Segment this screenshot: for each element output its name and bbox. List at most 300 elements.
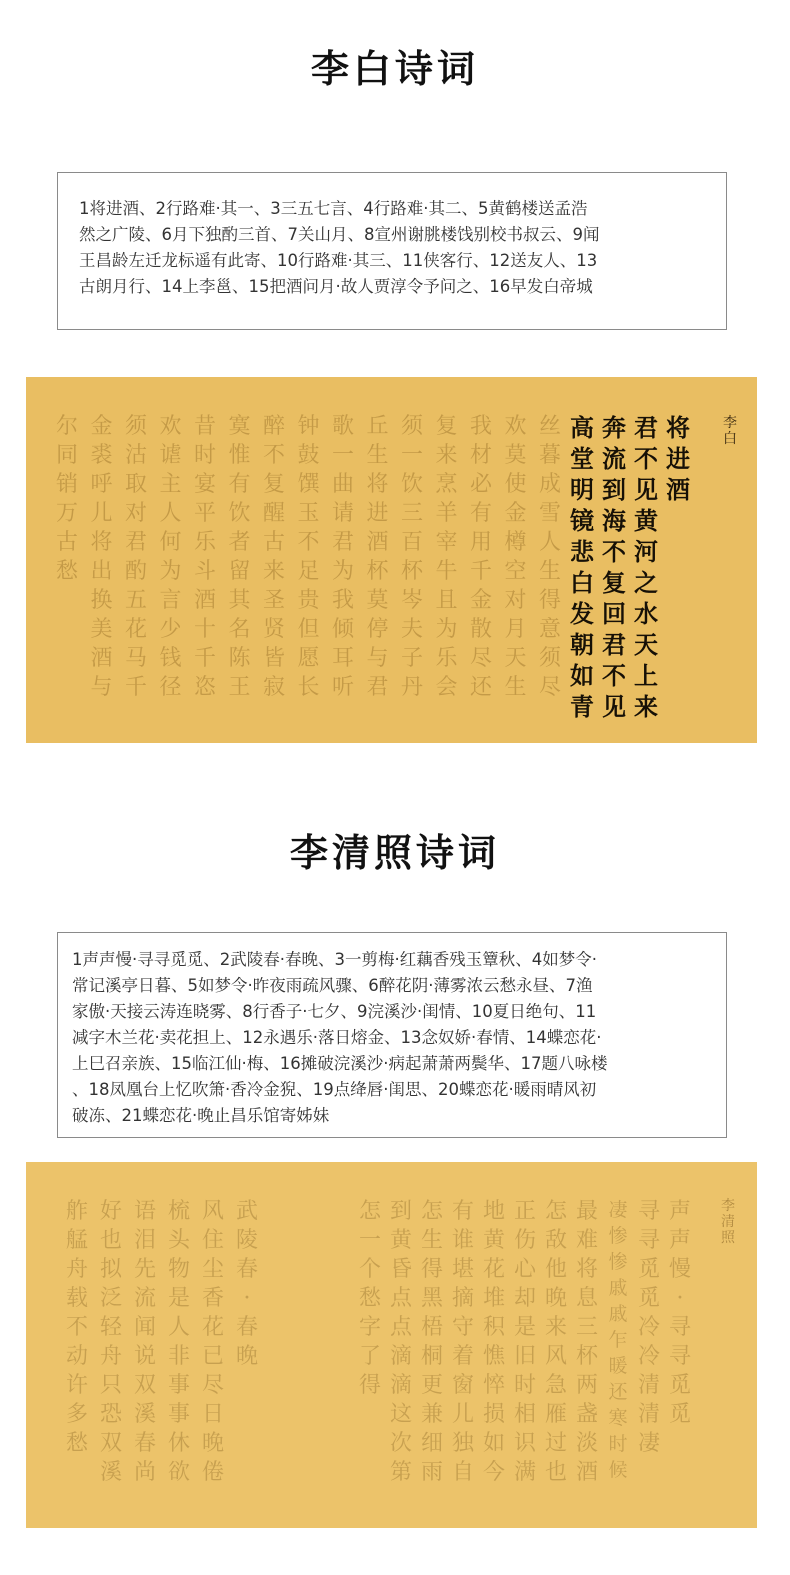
calligraphy-char: 轻 — [99, 1315, 122, 1340]
calligraphy-char: 君 — [331, 530, 354, 555]
calligraphy-char: 却 — [513, 1286, 536, 1311]
calligraphy-char: 舟 — [65, 1257, 88, 1282]
calligraphy-char: 寒 — [608, 1407, 628, 1429]
calligraphy-char: 怎 — [544, 1199, 567, 1224]
calligraphy-char: 玉 — [297, 501, 320, 526]
calligraphy-char: 且 — [435, 588, 458, 613]
calligraphy-char: 慢 — [668, 1257, 691, 1282]
calligraphy-char: 风 — [544, 1344, 567, 1369]
calligraphy-char: 恐 — [99, 1402, 122, 1427]
calligraphy-char: 耳 — [331, 646, 354, 671]
calligraphy-char: 泪 — [133, 1228, 156, 1253]
calligraphy-char: 流 — [602, 444, 626, 473]
calligraphy-char: 动 — [65, 1344, 88, 1369]
li-qingzhao-poem-list — [57, 932, 727, 1138]
calligraphy-char: 儿 — [451, 1402, 474, 1427]
calligraphy-char: 愁 — [55, 559, 78, 584]
calligraphy-char: 乐 — [193, 530, 216, 555]
calligraphy-column — [190, 412, 220, 702]
calligraphy-char: 见 — [602, 692, 626, 721]
calligraphy-char: 材 — [469, 443, 492, 468]
calligraphy-char: 但 — [297, 617, 320, 642]
calligraphy-column — [121, 412, 151, 702]
calligraphy-char: 凄 — [608, 1199, 628, 1221]
calligraphy-char: 堂 — [570, 444, 594, 473]
calligraphy-char: 事 — [167, 1402, 190, 1427]
calligraphy-char: 回 — [602, 599, 626, 628]
calligraphy-char: 觅 — [637, 1257, 660, 1282]
calligraphy-char: 换 — [90, 588, 113, 613]
calligraphy-char: 不 — [262, 443, 285, 468]
calligraphy-char: 镜 — [570, 506, 594, 535]
calligraphy-char: 君 — [602, 630, 626, 659]
calligraphy-char: 杯 — [575, 1344, 598, 1369]
calligraphy-char: 美 — [90, 617, 113, 642]
calligraphy-char: 长 — [297, 675, 320, 700]
calligraphy-char: 悴 — [482, 1373, 505, 1398]
calligraphy-char: 梧 — [420, 1315, 443, 1340]
scroll-author-signature — [723, 415, 737, 447]
calligraphy-char: 相 — [513, 1402, 536, 1427]
calligraphy-char: 丝 — [538, 414, 561, 439]
calligraphy-char: 寂 — [262, 675, 285, 700]
calligraphy-char: 将 — [90, 530, 113, 555]
calligraphy-column — [432, 412, 462, 702]
calligraphy-char: 来 — [435, 443, 458, 468]
calligraphy-char: 悲 — [570, 537, 594, 566]
calligraphy-char: 醒 — [262, 501, 285, 526]
calligraphy-char: 尽 — [469, 646, 492, 671]
calligraphy-char: 寻 — [637, 1228, 660, 1253]
list-line: 上巳召亲族、15临江仙·梅、16摊破浣溪沙·病起萧萧两鬓华、17题八咏楼 — [72, 1054, 608, 1073]
calligraphy-char: 谁 — [451, 1228, 474, 1253]
calligraphy-column — [665, 1197, 695, 1429]
calligraphy-char: 百 — [400, 530, 423, 555]
calligraphy-char: 如 — [570, 661, 594, 690]
calligraphy-char: 已 — [201, 1344, 224, 1369]
list-line: 然之广陵、6月下独酌三首、7关山月、8宣州谢朓楼饯别校书叔云、9闻 — [79, 225, 600, 244]
calligraphy-char: 生 — [538, 559, 561, 584]
calligraphy-char: 来 — [634, 692, 658, 721]
calligraphy-column — [663, 412, 693, 505]
calligraphy-char: 酒 — [575, 1460, 598, 1485]
calligraphy-column — [96, 1197, 126, 1487]
calligraphy-column — [355, 1197, 385, 1400]
calligraphy-char: 是 — [513, 1315, 536, 1340]
calligraphy-char: 须 — [538, 646, 561, 671]
calligraphy-column — [232, 1197, 262, 1371]
calligraphy-char: 我 — [469, 414, 492, 439]
calligraphy-char: · — [676, 1286, 684, 1311]
calligraphy-char: 贤 — [262, 617, 285, 642]
calligraphy-char: 溪 — [99, 1460, 122, 1485]
calligraphy-char: 进 — [666, 444, 690, 473]
calligraphy-column — [567, 412, 597, 722]
calligraphy-char: 第 — [389, 1460, 412, 1485]
calligraphy-char: 儿 — [90, 501, 113, 526]
calligraphy-char: 千 — [124, 675, 147, 700]
calligraphy-char: 意 — [538, 617, 561, 642]
calligraphy-char: 取 — [124, 472, 147, 497]
calligraphy-char: 春 — [133, 1431, 156, 1456]
calligraphy-char: 清 — [637, 1402, 660, 1427]
calligraphy-char: 斗 — [193, 559, 216, 584]
calligraphy-char: 是 — [167, 1286, 190, 1311]
calligraphy-char: 歌 — [331, 414, 354, 439]
calligraphy-char: 沽 — [124, 443, 147, 468]
calligraphy-char: 晚 — [235, 1344, 258, 1369]
calligraphy-char: 载 — [65, 1286, 88, 1311]
calligraphy-char: 事 — [167, 1373, 190, 1398]
calligraphy-char: 听 — [331, 675, 354, 700]
calligraphy-char: 寞 — [228, 414, 251, 439]
calligraphy-column — [599, 412, 629, 722]
calligraphy-char: 溪 — [133, 1402, 156, 1427]
calligraphy-char: 鼓 — [297, 443, 320, 468]
calligraphy-char: 自 — [451, 1460, 474, 1485]
calligraphy-char: 窗 — [451, 1373, 474, 1398]
calligraphy-column — [634, 1197, 664, 1458]
calligraphy-char: 饮 — [228, 501, 251, 526]
calligraphy-column — [225, 412, 255, 702]
calligraphy-char: 古 — [55, 530, 78, 555]
list-line: 、18凤凰台上忆吹箫·香冷金猊、19点绛唇·闺思、20蝶恋花·暖雨晴风初 — [72, 1080, 597, 1099]
calligraphy-char: 酒 — [666, 475, 690, 504]
calligraphy-char: 烹 — [435, 472, 458, 497]
calligraphy-char: 欢 — [504, 414, 527, 439]
list-line: 王昌龄左迁龙标遥有此寄、10行路难·其三、11侠客行、12送友人、13 — [79, 251, 598, 270]
calligraphy-char: 伤 — [513, 1228, 536, 1253]
calligraphy-char: 觅 — [637, 1286, 660, 1311]
calligraphy-char: 五 — [124, 588, 147, 613]
calligraphy-char: 过 — [544, 1431, 567, 1456]
calligraphy-char: 丹 — [400, 675, 423, 700]
li-bai-poem-list — [57, 172, 727, 330]
calligraphy-char: 何 — [159, 530, 182, 555]
calligraphy-char: 出 — [90, 559, 113, 584]
calligraphy-char: 须 — [124, 414, 147, 439]
calligraphy-char: 酌 — [124, 559, 147, 584]
calligraphy-char: 皆 — [262, 646, 285, 671]
calligraphy-char: 暖 — [608, 1355, 628, 1377]
calligraphy-char: 为 — [159, 559, 182, 584]
calligraphy-char: 舟 — [99, 1344, 122, 1369]
calligraphy-char: 陈 — [228, 646, 251, 671]
calligraphy-char: 怎 — [358, 1199, 381, 1224]
calligraphy-char: 复 — [262, 472, 285, 497]
calligraphy-char: 声 — [668, 1199, 691, 1224]
calligraphy-char: 也 — [99, 1228, 122, 1253]
calligraphy-char: 个 — [358, 1257, 381, 1282]
calligraphy-char: 花 — [482, 1257, 505, 1282]
calligraphy-char: 黄 — [634, 506, 658, 535]
calligraphy-char: 冷 — [637, 1344, 660, 1369]
calligraphy-char: 还 — [608, 1381, 628, 1403]
calligraphy-column — [479, 1197, 509, 1487]
calligraphy-char: 兼 — [420, 1402, 443, 1427]
calligraphy-char: 贵 — [297, 588, 320, 613]
calligraphy-char: 昔 — [193, 414, 216, 439]
calligraphy-char: 这 — [389, 1402, 412, 1427]
calligraphy-char: 欲 — [167, 1460, 190, 1485]
calligraphy-char: 复 — [435, 414, 458, 439]
calligraphy-char: 旧 — [513, 1344, 536, 1369]
calligraphy-char: 滴 — [389, 1373, 412, 1398]
calligraphy-char: 得 — [358, 1373, 381, 1398]
calligraphy-char: 次 — [389, 1431, 412, 1456]
calligraphy-char: 羊 — [435, 501, 458, 526]
calligraphy-char: 钟 — [297, 414, 320, 439]
list-line: 古朗月行、14上李邕、15把酒问月·故人贾淳令予问之、16早发白帝城 — [79, 277, 593, 296]
calligraphy-char: 有 — [228, 472, 251, 497]
calligraphy-char: 莫 — [504, 443, 527, 468]
calligraphy-char: 十 — [193, 617, 216, 642]
calligraphy-column — [156, 412, 186, 702]
calligraphy-char: 不 — [602, 537, 626, 566]
calligraphy-char: 字 — [358, 1315, 381, 1340]
calligraphy-char: 惟 — [228, 443, 251, 468]
calligraphy-char: 物 — [167, 1257, 190, 1282]
calligraphy-char: 急 — [544, 1373, 567, 1398]
calligraphy-char: 敌 — [544, 1228, 567, 1253]
calligraphy-char: 愿 — [297, 646, 320, 671]
calligraphy-char: 对 — [504, 588, 527, 613]
calligraphy-char: 名 — [228, 617, 251, 642]
calligraphy-char: 有 — [469, 501, 492, 526]
list-line: 减字木兰花·卖花担上、12永遇乐·落日熔金、13念奴娇·春情、14蝶恋花· — [72, 1028, 602, 1047]
calligraphy-char: 今 — [482, 1460, 505, 1485]
calligraphy-char: 一 — [400, 443, 423, 468]
calligraphy-char: 杯 — [366, 559, 389, 584]
calligraphy-column — [386, 1197, 416, 1487]
calligraphy-column — [363, 412, 393, 702]
calligraphy-char: 人 — [538, 530, 561, 555]
calligraphy-column — [510, 1197, 540, 1487]
calligraphy-char: 流 — [133, 1286, 156, 1311]
calligraphy-char: 樽 — [504, 530, 527, 555]
calligraphy-char: 之 — [634, 568, 658, 597]
calligraphy-char: 千 — [469, 559, 492, 584]
calligraphy-char: 乐 — [435, 646, 458, 671]
calligraphy-char: 泛 — [99, 1286, 122, 1311]
calligraphy-char: 晚 — [544, 1286, 567, 1311]
calligraphy-char: 点 — [389, 1315, 412, 1340]
calligraphy-char: 地 — [482, 1199, 505, 1224]
list-line: 常记溪亭日暮、5如梦令·昨夜雨疏风骤、6醉花阴·薄雾浓云愁永昼、7渔 — [72, 976, 593, 995]
calligraphy-char: 得 — [420, 1257, 443, 1282]
calligraphy-char: 非 — [167, 1344, 190, 1369]
calligraphy-char: 者 — [228, 530, 251, 555]
calligraphy-char: 不 — [65, 1315, 88, 1340]
calligraphy-column — [466, 412, 496, 702]
calligraphy-char: 春 — [235, 1315, 258, 1340]
calligraphy-char: 会 — [435, 675, 458, 700]
calligraphy-char: 香 — [201, 1286, 224, 1311]
calligraphy-char: 同 — [55, 443, 78, 468]
calligraphy-char: 淡 — [575, 1431, 598, 1456]
calligraphy-char: 声 — [668, 1228, 691, 1253]
calligraphy-char: 正 — [513, 1199, 536, 1224]
calligraphy-char: 休 — [167, 1431, 190, 1456]
calligraphy-char: 岑 — [400, 588, 423, 613]
li-qingzhao-calligraphy-scroll — [26, 1162, 757, 1528]
calligraphy-char: 饮 — [400, 472, 423, 497]
calligraphy-char: 主 — [159, 472, 182, 497]
calligraphy-char: 识 — [513, 1431, 536, 1456]
li-bai-calligraphy-scroll — [26, 377, 757, 743]
calligraphy-char: 艋 — [65, 1228, 88, 1253]
author-char: 李 — [723, 415, 737, 431]
calligraphy-column — [631, 412, 661, 722]
calligraphy-char: 戚 — [608, 1277, 628, 1299]
calligraphy-char: 平 — [193, 501, 216, 526]
calligraphy-char: 惨 — [608, 1251, 628, 1273]
calligraphy-char: 将 — [666, 413, 690, 442]
calligraphy-char: 将 — [366, 472, 389, 497]
calligraphy-char: 恣 — [193, 675, 216, 700]
calligraphy-char: 万 — [55, 501, 78, 526]
author-char: 清 — [721, 1214, 735, 1230]
calligraphy-char: 黄 — [389, 1228, 412, 1253]
calligraphy-char: 许 — [65, 1373, 88, 1398]
calligraphy-char: 复 — [602, 568, 626, 597]
calligraphy-char: 月 — [504, 617, 527, 642]
calligraphy-char: 觅 — [668, 1373, 691, 1398]
calligraphy-char: 细 — [420, 1431, 443, 1456]
calligraphy-char: 住 — [201, 1228, 224, 1253]
calligraphy-char: 不 — [297, 530, 320, 555]
calligraphy-char: 天 — [504, 646, 527, 671]
calligraphy-char: · — [243, 1286, 251, 1311]
calligraphy-char: 舴 — [65, 1199, 88, 1224]
calligraphy-char: 好 — [99, 1199, 122, 1224]
calligraphy-char: 积 — [482, 1315, 505, 1340]
calligraphy-char: 高 — [570, 413, 594, 442]
calligraphy-char: 圣 — [262, 588, 285, 613]
calligraphy-char: 酒 — [193, 588, 216, 613]
calligraphy-char: 留 — [228, 559, 251, 584]
calligraphy-char: 杯 — [400, 559, 423, 584]
calligraphy-char: 时 — [608, 1433, 628, 1455]
calligraphy-column — [328, 412, 358, 702]
calligraphy-char: 也 — [544, 1460, 567, 1485]
calligraphy-char: 不 — [602, 661, 626, 690]
calligraphy-char: 将 — [575, 1257, 598, 1282]
calligraphy-char: 足 — [297, 559, 320, 584]
calligraphy-char: 惨 — [608, 1225, 628, 1247]
calligraphy-char: 凄 — [637, 1431, 660, 1456]
calligraphy-char: 陵 — [235, 1228, 258, 1253]
calligraphy-char: 雪 — [538, 501, 561, 526]
calligraphy-char: 丘 — [366, 414, 389, 439]
calligraphy-char: 上 — [634, 661, 658, 690]
calligraphy-char: 寻 — [637, 1199, 660, 1224]
calligraphy-char: 河 — [634, 537, 658, 566]
calligraphy-char: 古 — [262, 530, 285, 555]
calligraphy-char: 语 — [133, 1199, 156, 1224]
calligraphy-char: 堆 — [482, 1286, 505, 1311]
calligraphy-char: 春 — [235, 1257, 258, 1282]
calligraphy-char: 裘 — [90, 443, 113, 468]
calligraphy-char: 牛 — [435, 559, 458, 584]
calligraphy-char: 头 — [167, 1228, 190, 1253]
calligraphy-char: 尔 — [55, 414, 78, 439]
calligraphy-char: 风 — [201, 1199, 224, 1224]
calligraphy-char: 多 — [65, 1402, 88, 1427]
calligraphy-char: 金 — [504, 501, 527, 526]
calligraphy-char: 进 — [366, 501, 389, 526]
calligraphy-char: 生 — [420, 1228, 443, 1253]
calligraphy-char: 怎 — [420, 1199, 443, 1224]
calligraphy-char: 为 — [435, 617, 458, 642]
calligraphy-char: 晚 — [201, 1431, 224, 1456]
calligraphy-char: 明 — [570, 475, 594, 504]
calligraphy-char: 黄 — [482, 1228, 505, 1253]
calligraphy-column — [62, 1197, 92, 1458]
calligraphy-char: 盏 — [575, 1402, 598, 1427]
calligraphy-column — [164, 1197, 194, 1487]
calligraphy-char: 先 — [133, 1257, 156, 1282]
calligraphy-char: 堪 — [451, 1257, 474, 1282]
calligraphy-char: 空 — [504, 559, 527, 584]
calligraphy-char: 得 — [538, 588, 561, 613]
calligraphy-char: 来 — [544, 1315, 567, 1340]
list-line: 1声声慢·寻寻觅觅、2武陵春·春晚、3一剪梅·红藕香残玉簟秋、4如梦令· — [72, 950, 597, 969]
calligraphy-char: 与 — [366, 646, 389, 671]
calligraphy-char: 千 — [193, 646, 216, 671]
calligraphy-char: 候 — [608, 1459, 628, 1481]
calligraphy-char: 朝 — [570, 630, 594, 659]
li-qingzhao-title: 李清照诗词 — [289, 830, 500, 875]
calligraphy-char: 到 — [389, 1199, 412, 1224]
calligraphy-column — [397, 412, 427, 702]
calligraphy-column — [198, 1197, 228, 1487]
list-line: 1将进酒、2行路难·其一、3三五七言、4行路难·其二、5黄鹤楼送孟浩 — [79, 199, 588, 218]
calligraphy-column — [535, 412, 565, 702]
author-char: 白 — [723, 431, 737, 447]
calligraphy-char: 清 — [637, 1373, 660, 1398]
calligraphy-char: 发 — [570, 599, 594, 628]
calligraphy-column — [130, 1197, 160, 1487]
calligraphy-char: 愁 — [358, 1286, 381, 1311]
calligraphy-char: 日 — [201, 1402, 224, 1427]
calligraphy-char: 曲 — [331, 472, 354, 497]
calligraphy-char: 言 — [159, 588, 182, 613]
calligraphy-char: 倦 — [201, 1460, 224, 1485]
calligraphy-char: 销 — [55, 472, 78, 497]
calligraphy-char: 宰 — [435, 530, 458, 555]
calligraphy-char: 觅 — [668, 1402, 691, 1427]
calligraphy-char: 花 — [201, 1315, 224, 1340]
calligraphy-char: 雁 — [544, 1402, 567, 1427]
calligraphy-column — [448, 1197, 478, 1487]
calligraphy-char: 息 — [575, 1286, 598, 1311]
calligraphy-char: 对 — [124, 501, 147, 526]
calligraphy-char: 如 — [482, 1431, 505, 1456]
calligraphy-char: 滴 — [389, 1344, 412, 1369]
calligraphy-char: 我 — [331, 588, 354, 613]
calligraphy-char: 人 — [167, 1315, 190, 1340]
calligraphy-char: 寻 — [668, 1344, 691, 1369]
calligraphy-char: 三 — [400, 501, 423, 526]
calligraphy-char: 为 — [331, 559, 354, 584]
calligraphy-column — [501, 412, 531, 702]
calligraphy-char: 其 — [228, 588, 251, 613]
calligraphy-char: 必 — [469, 472, 492, 497]
calligraphy-char: 只 — [99, 1373, 122, 1398]
calligraphy-char: 钱 — [159, 646, 182, 671]
calligraphy-char: 拟 — [99, 1257, 122, 1282]
